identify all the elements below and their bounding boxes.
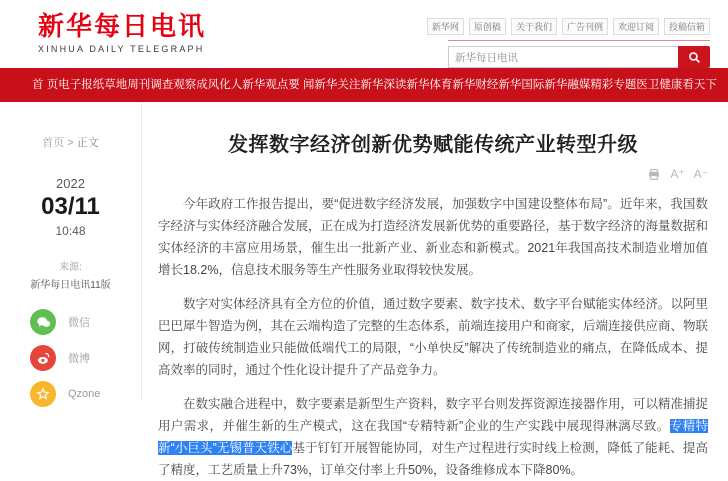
sidebar <box>0 102 142 400</box>
quick-link-about-us[interactable]: 关于我们 <box>511 18 557 35</box>
article-tools <box>158 167 708 181</box>
site-logo[interactable] <box>38 12 206 54</box>
share-wechat-label: 微信 <box>68 317 90 329</box>
nav-item-focus[interactable]: 新华关注 <box>314 79 361 91</box>
quick-links <box>431 18 710 35</box>
header-right <box>431 18 710 68</box>
breadcrumb-current: 正文 <box>76 137 99 149</box>
quick-link-ad-rates[interactable]: 广告刊例 <box>562 18 608 35</box>
nav-item-world[interactable]: 看天下 <box>682 79 717 91</box>
date-year: 2022 <box>56 176 85 191</box>
quick-link-xinhuanet[interactable]: 新华网 <box>427 18 464 35</box>
nav-item-finance[interactable]: 新华财经 <box>452 79 499 91</box>
nav-item-media[interactable]: 新华融媒 <box>544 79 591 91</box>
share-list <box>0 309 141 407</box>
breadcrumb-home[interactable]: 首页 <box>42 137 65 149</box>
article-content <box>142 102 728 477</box>
date-day: 03/11 <box>41 193 100 220</box>
breadcrumb-separator: > <box>67 137 74 149</box>
top-header <box>0 0 728 68</box>
search-button[interactable] <box>678 46 710 68</box>
nav-item-epaper[interactable]: 电子报纸 <box>58 79 105 91</box>
paragraph-3 <box>158 393 708 481</box>
paragraph-1: 今年政府工作报告提出，要“促进数字经济发展，加强数字中国建设整体布局”。近年来，我国数字经济与实体经济融合发展，正在成为打造经济发展新优势的重要路径，基于数字经济的海量数据和实体经济的丰富应用场景，催生出一批新产业、新业态和新模式。2021年我国高技术制造业增加值增长18.2%，信息技术服务等生产性服务业取得较快发展。 <box>158 197 709 277</box>
site-logo-english: XINHUA DAILY TELEGRAPH <box>38 44 205 54</box>
article-source <box>0 258 141 291</box>
quick-link-original[interactable]: 原创稿 <box>469 18 506 35</box>
article-date <box>0 176 141 238</box>
paragraph-2: 数字对实体经济具有全方位的价值，通过数字要素、数字技术、数字平台赋能实体经济。以阿里巴巴犀牛智造为例，其在云端构造了完整的生态体系，前端连接用户和商家，后端连接供应商、物联网，打破传统制造业只能做低端代工的局限，“小单快反”解决了传统制造业的痛点，在降低成本、提高效率的同时，通过个性化设计提升了产品竞争力。 <box>158 297 709 377</box>
date-time: 10:48 <box>55 224 86 238</box>
search-input[interactable] <box>448 46 678 68</box>
share-wechat[interactable] <box>30 309 141 335</box>
printer-icon[interactable] <box>647 168 661 181</box>
nav-item-viewpoint[interactable]: 新华观点 <box>242 79 289 91</box>
nav-item-caodi-weekly[interactable]: 草地周刊 <box>104 79 151 91</box>
main-nav <box>0 68 728 102</box>
weibo-icon <box>30 345 56 371</box>
font-increase-button[interactable]: A⁺ <box>670 167 685 181</box>
share-weibo[interactable] <box>30 345 141 371</box>
quick-link-subscribe[interactable]: 欢迎订阅 <box>613 18 659 35</box>
share-weibo-label: 微博 <box>68 353 90 365</box>
share-qzone-label: Qzone <box>68 388 101 400</box>
nav-item-headlines[interactable]: 要 闻 <box>288 79 315 91</box>
nav-item-health[interactable]: 医卫健康 <box>636 79 683 91</box>
search-row <box>448 46 710 68</box>
search-icon <box>688 51 701 64</box>
qzone-star-icon <box>30 381 56 407</box>
breadcrumb <box>0 134 141 150</box>
share-qzone[interactable] <box>30 381 141 407</box>
nav-item-deep-read[interactable]: 新华深读 <box>360 79 407 91</box>
article-title: 发挥数字经济创新优势赋能传统产业转型升级 <box>228 134 638 156</box>
header-red-divider <box>448 40 710 41</box>
nav-item-special-topics[interactable]: 精彩专题 <box>590 79 637 91</box>
nav-item-home[interactable]: 首 页 <box>32 79 59 91</box>
source-label: 来源: <box>59 262 82 273</box>
paragraph-3-post: 基于钉钉开展智能协同，对生产过程进行实时线上检测，降低了能耗、提高了精度，工艺质量上升73%，订单交付率上升50%，设备维修成本下降80%。 <box>158 441 708 477</box>
selected-text-highlight[interactable]: 专精特新“小巨头”无锡普天铁心 <box>158 419 708 455</box>
source-value: 新华每日电讯11版 <box>30 280 111 291</box>
font-decrease-button[interactable]: A⁻ <box>693 167 708 181</box>
nav-item-investigation[interactable]: 调查观察 <box>150 79 197 91</box>
quick-link-submission[interactable]: 投稿信箱 <box>664 18 710 35</box>
wechat-icon <box>30 309 56 335</box>
nav-item-sports[interactable]: 新华体育 <box>406 79 453 91</box>
site-logo-chinese: 新华每日电讯 <box>38 12 207 41</box>
paragraph-3-pre: 在数实融合进程中，数字要素是新型生产资料，数字平台则发挥资源连接器作用，可以精准捕捉用户需求，并催生新的生产模式，这在我国“专精特新”企业的生产实践中展现得淋漓尽致。 <box>158 397 709 433</box>
main-area <box>0 102 728 477</box>
nav-item-international[interactable]: 新华国际 <box>498 79 545 91</box>
article-body <box>158 193 708 481</box>
nav-item-chengfeng[interactable]: 成风化人 <box>196 79 243 91</box>
